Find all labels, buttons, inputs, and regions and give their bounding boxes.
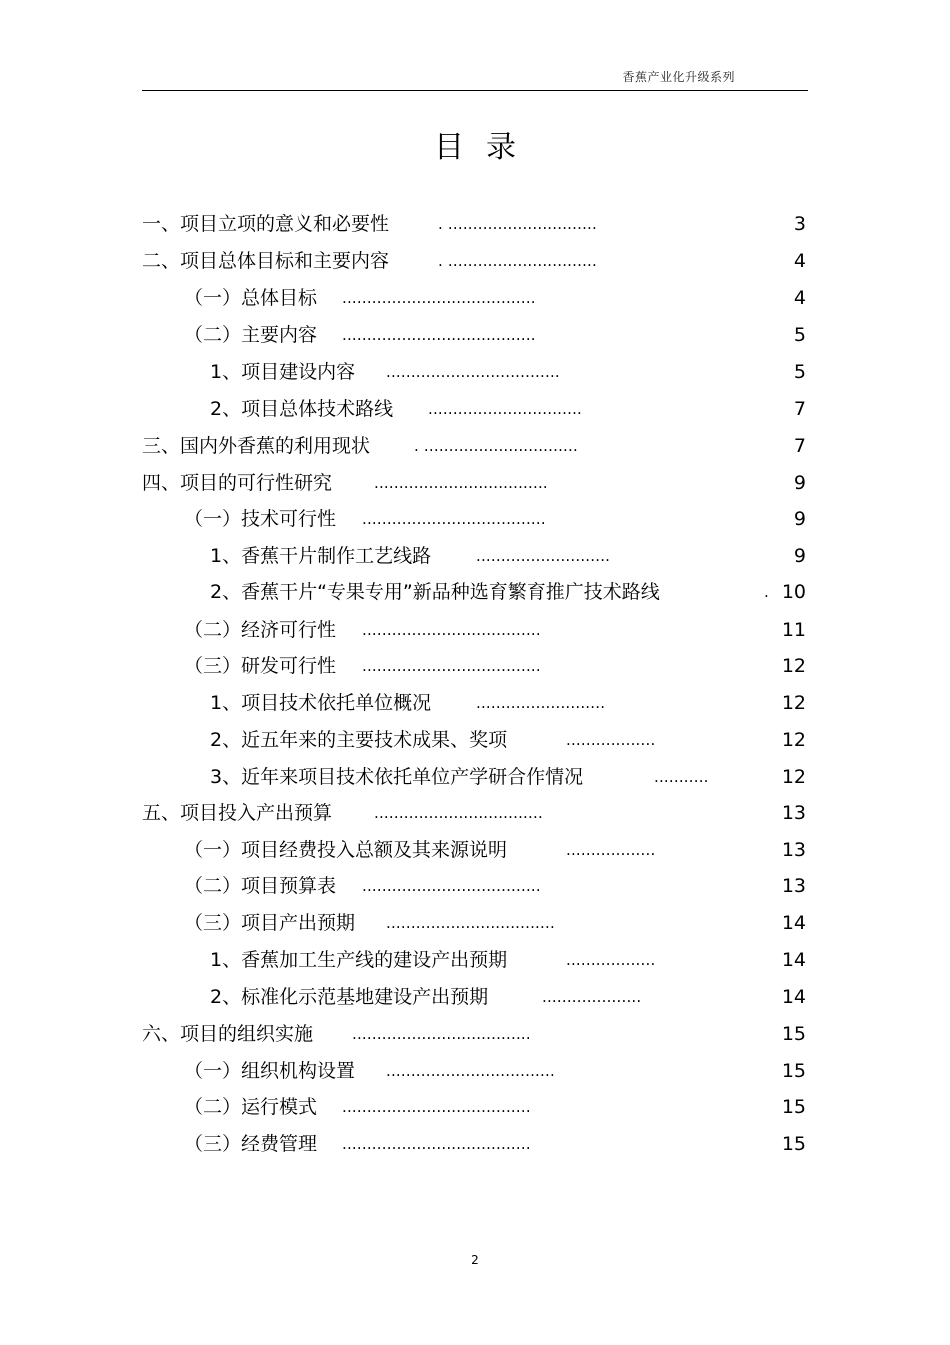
toc-entry-label: 一、项目立项的意义和必要性	[142, 213, 390, 235]
toc-leader: .......................................	[342, 289, 536, 307]
toc-leader: .......................................	[342, 326, 536, 344]
page-title: 目录	[434, 130, 538, 165]
toc-leader: ..................................	[374, 804, 543, 822]
toc-entry-label: 3、近年来项目技术依托单位产学研合作情况	[210, 766, 584, 788]
toc-entry-label: （一）技术可行性	[184, 508, 337, 530]
header-rule	[142, 90, 808, 91]
toc-page-number: 15	[781, 1023, 806, 1045]
toc-entry-4-3-1[interactable]	[142, 688, 808, 718]
toc-page-number: 9	[793, 508, 806, 530]
toc-entry-label: 六、项目的组织实施	[142, 1023, 314, 1045]
toc-entry-label: 2、香蕉干片“专果专用”新品种选育繁育推广技术路线	[210, 581, 660, 603]
toc-page-number: 13	[781, 875, 806, 897]
toc-leader: ....................	[542, 988, 642, 1006]
page-number: 2	[471, 1253, 479, 1267]
toc-entry-3[interactable]	[142, 431, 808, 461]
toc-entry-label: （二）项目预算表	[184, 875, 337, 897]
toc-entry-5-3-1[interactable]	[142, 945, 808, 975]
toc-entry-2-1[interactable]	[142, 283, 808, 313]
toc-page-number: 13	[781, 802, 806, 824]
toc-entry-label: 四、项目的可行性研究	[142, 472, 333, 494]
toc-entry-2-2-2[interactable]	[142, 394, 808, 424]
toc-entry-label: （二）运行模式	[184, 1096, 318, 1118]
toc-page-number: 14	[781, 949, 806, 971]
toc-entry-4-1-2[interactable]	[142, 577, 808, 607]
toc-page-number: 15	[781, 1133, 806, 1155]
toc-page-number: 7	[793, 398, 806, 420]
toc-leader: ....................................	[362, 621, 541, 639]
toc-page-number: 10	[781, 581, 806, 603]
toc-entry-5-2[interactable]	[142, 871, 808, 901]
toc-entry-5-1[interactable]	[142, 835, 808, 865]
toc-leader: ..................................	[386, 914, 555, 932]
toc-entry-4-2[interactable]	[142, 615, 808, 645]
toc-entry-4[interactable]	[142, 468, 808, 498]
toc-page-number: 13	[781, 839, 806, 861]
toc-entry-4-3-3[interactable]	[142, 762, 808, 792]
toc-page-number: 12	[781, 692, 806, 714]
toc-entry-6[interactable]	[142, 1019, 808, 1049]
toc-leader: ..................	[566, 841, 656, 859]
toc-page-number: 5	[793, 361, 806, 383]
toc-entry-label: 三、国内外香蕉的利用现状	[142, 435, 371, 457]
toc-leader: ..................	[566, 951, 656, 969]
toc-page-number: 12	[781, 655, 806, 677]
toc-page-number: 3	[793, 213, 806, 235]
toc-entry-label: 2、近五年来的主要技术成果、奖项	[210, 729, 508, 751]
toc-entry-4-3-2[interactable]	[142, 725, 808, 755]
toc-entry-1[interactable]	[142, 209, 808, 239]
toc-entry-label: 1、项目技术依托单位概况	[210, 692, 432, 714]
toc-entry-label: 1、香蕉干片制作工艺线路	[210, 545, 432, 567]
toc-page-number: 15	[781, 1060, 806, 1082]
toc-leader: ...........	[654, 768, 709, 786]
toc-entry-label: （三）研发可行性	[184, 655, 337, 677]
toc-leader: ......................................	[342, 1135, 531, 1153]
toc-entry-2[interactable]	[142, 246, 808, 276]
toc-leader: . ..............................	[438, 252, 597, 270]
toc-entry-label: （二）经济可行性	[184, 619, 337, 641]
toc-entry-label: 二、项目总体目标和主要内容	[142, 250, 390, 272]
toc-leader: ......................................	[342, 1098, 531, 1116]
toc-page-number: 9	[793, 472, 806, 494]
toc-entry-4-1[interactable]	[142, 504, 808, 534]
toc-entry-label: （一）总体目标	[184, 287, 318, 309]
toc-leader: ....................................	[362, 657, 541, 675]
toc-entry-label: 2、项目总体技术路线	[210, 398, 394, 420]
toc-entry-6-1[interactable]	[142, 1056, 808, 1086]
toc-entry-5-3-2[interactable]	[142, 982, 808, 1012]
toc-page-number: 5	[793, 324, 806, 346]
toc-page-number: 9	[793, 545, 806, 567]
toc-leader: ....................................	[362, 877, 541, 895]
toc-page-number: 11	[781, 619, 806, 641]
toc-page-number: 14	[781, 986, 806, 1008]
toc-entry-5[interactable]	[142, 798, 808, 828]
toc-page-number: 12	[781, 766, 806, 788]
toc-page-number: 14	[781, 912, 806, 934]
toc-entry-label: （三）经费管理	[184, 1133, 318, 1155]
toc-entry-label: （二）主要内容	[184, 324, 318, 346]
toc-leader: .....................................	[362, 510, 546, 528]
toc-leader: ..................	[566, 731, 656, 749]
toc-leader: ....................................	[352, 1025, 531, 1043]
toc-leader: ...................................	[386, 363, 560, 381]
toc-entry-label: （三）项目产出预期	[184, 912, 356, 934]
toc-entry-5-3[interactable]	[142, 908, 808, 938]
toc-entry-2-2[interactable]	[142, 320, 808, 350]
toc-entry-2-2-1[interactable]	[142, 357, 808, 387]
toc-page-number: 15	[781, 1096, 806, 1118]
toc-entry-label: 1、香蕉加工生产线的建设产出预期	[210, 949, 508, 971]
toc-leader: ..........................	[476, 694, 606, 712]
toc-leader: . ...............................	[414, 437, 578, 455]
toc-entry-6-3[interactable]	[142, 1129, 808, 1159]
toc-leader: ...................................	[374, 474, 548, 492]
toc-entry-label: 2、标准化示范基地建设产出预期	[210, 986, 489, 1008]
toc-entry-label: 五、项目投入产出预算	[142, 802, 333, 824]
toc-entry-6-2[interactable]	[142, 1092, 808, 1122]
toc-entry-label: （一）组织机构设置	[184, 1060, 356, 1082]
toc-leader: .	[764, 583, 769, 601]
toc-leader: ...........................	[476, 547, 611, 565]
toc-entry-4-3[interactable]	[142, 651, 808, 681]
toc-page-number: 12	[781, 729, 806, 751]
running-header: 香蕉产业化升级系列	[622, 70, 735, 84]
toc-page-number: 7	[793, 435, 806, 457]
toc-entry-label: 1、项目建设内容	[210, 361, 356, 383]
toc-leader: ..................................	[386, 1062, 555, 1080]
toc-entry-4-1-1[interactable]	[142, 541, 808, 571]
toc-leader: ...............................	[428, 400, 583, 418]
toc-page-number: 4	[793, 287, 806, 309]
toc-leader: . ..............................	[438, 215, 597, 233]
toc-page-number: 4	[793, 250, 806, 272]
toc-entry-label: （一）项目经费投入总额及其来源说明	[184, 839, 508, 861]
